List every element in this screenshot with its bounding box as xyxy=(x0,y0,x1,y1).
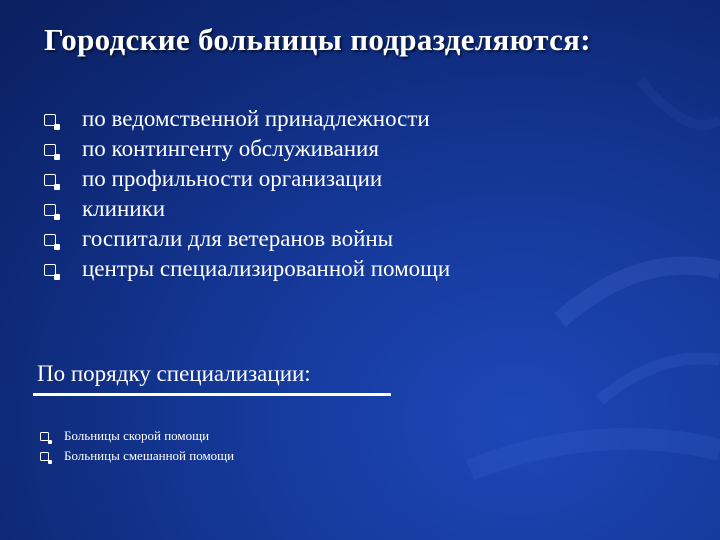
box-bullet-icon xyxy=(44,234,56,246)
list-item-text: по ведомственной принадлежности xyxy=(82,106,430,131)
list-item xyxy=(44,254,450,284)
list-item-text: по контингенту обслуживания xyxy=(82,136,379,161)
bullet-list xyxy=(44,104,450,284)
box-bullet-icon xyxy=(44,264,56,276)
list-item xyxy=(44,164,450,194)
list-item xyxy=(44,194,450,224)
sub-list-item-text: Больницы скорой помощи xyxy=(64,428,210,443)
list-item xyxy=(44,134,450,164)
list-item-text: клиники xyxy=(82,196,166,221)
box-bullet-icon xyxy=(40,452,49,461)
list-item-text: центры специализированной помощи xyxy=(82,256,451,281)
subheading-underline xyxy=(33,393,391,396)
box-bullet-icon xyxy=(44,144,56,156)
sub-list-item-text: Больницы смешанной помощи xyxy=(64,448,235,463)
box-bullet-icon xyxy=(44,114,56,126)
list-item xyxy=(44,104,450,134)
list-item xyxy=(44,224,450,254)
list-item-text: госпитали для ветеранов войны xyxy=(82,226,394,251)
list-item xyxy=(40,426,234,446)
box-bullet-icon xyxy=(40,432,49,441)
subheading: По порядку специализации: xyxy=(37,361,311,386)
list-item xyxy=(40,446,234,466)
sub-bullet-list xyxy=(40,426,234,466)
list-item-text: по профильности организации xyxy=(82,166,383,191)
slide-title: Городские больницы подразделяются: xyxy=(44,22,591,57)
box-bullet-icon xyxy=(44,204,56,216)
box-bullet-icon xyxy=(44,174,56,186)
